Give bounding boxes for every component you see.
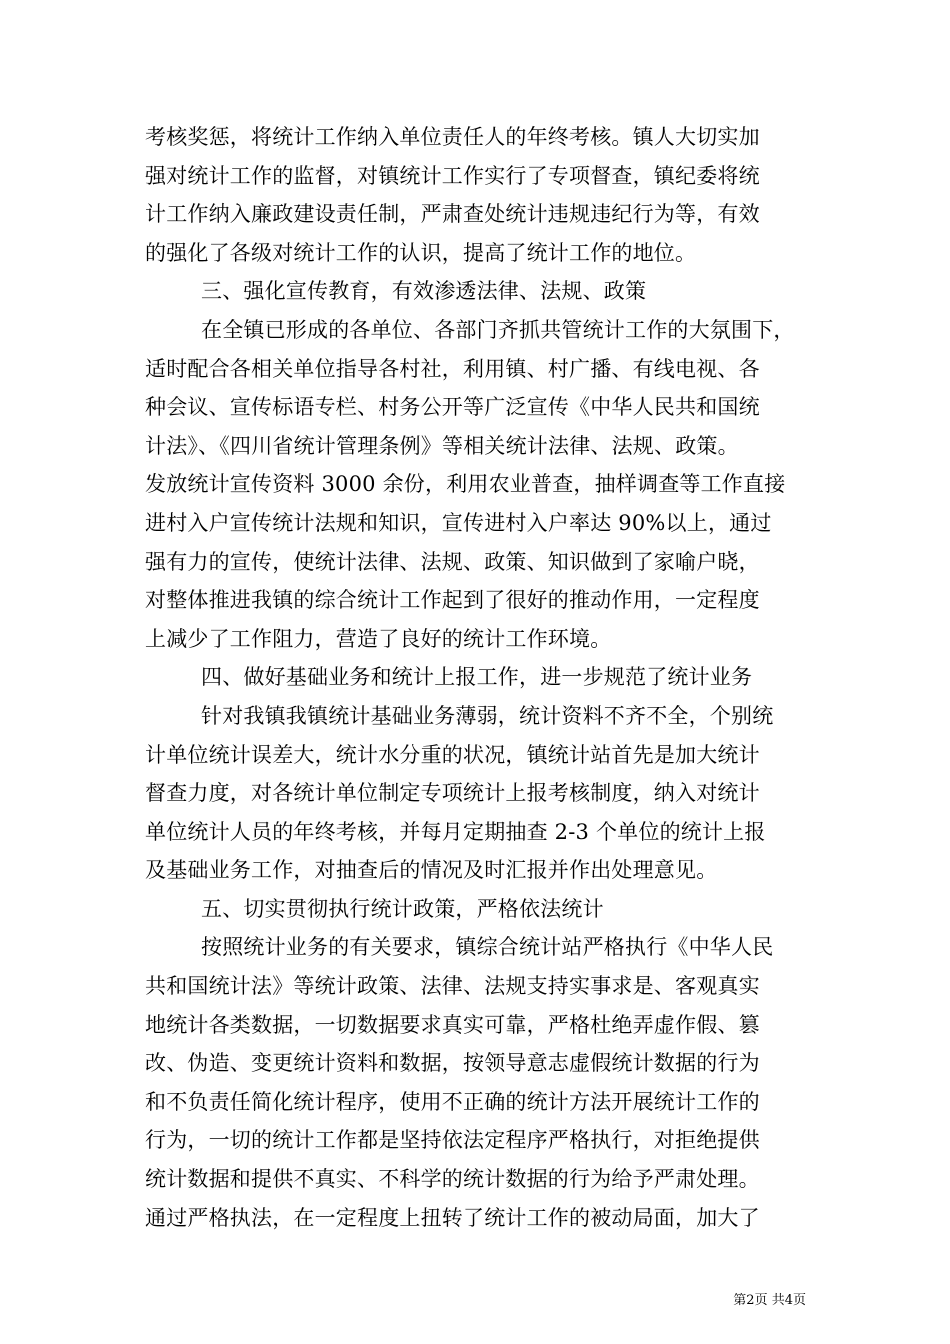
current-page: 2	[746, 1293, 755, 1308]
page-number-prefix: 第	[733, 1293, 747, 1308]
text-line: 及基础业务工作，对抽查后的情况及时汇报并作出处理意见。	[145, 858, 718, 883]
document-body	[145, 118, 815, 1237]
text-line: 督查力度，对各统计单位制定专项统计上报考核制度，纳入对统计	[145, 781, 760, 806]
text-line: 计工作纳入廉政建设责任制，严肃查处统计违规违纪行为等，有效	[145, 202, 760, 227]
text-line: 强对统计工作的监督，对镇统计工作实行了专项督查，镇纪委将统	[145, 163, 760, 188]
paragraph-first-line: 在全镇已形成的各单位、各部门齐抓共管统计工作的大氛围下，	[201, 317, 795, 342]
text-line: 改、伪造、变更统计资料和数据，按领导意志虚假统计数据的行为	[145, 1051, 760, 1076]
text-line: 的强化了各级对统计工作的认识，提高了统计工作的地位。	[145, 240, 697, 265]
text-line: 通过严格执法，在一定程度上扭转了统计工作的被动局面，加大了	[145, 1205, 760, 1230]
text-line: 对整体推进我镇的综合统计工作起到了很好的推动作用，一定程度	[145, 588, 760, 613]
section-heading: 三、强化宣传教育，有效渗透法律、法规、政策	[201, 279, 647, 304]
text-line: 进村入户宣传统计法规和知识，宣传进村入户率达 90%以上，通过	[145, 510, 772, 535]
text-line: 地统计各类数据，一切数据要求真实可靠，严格杜绝弄虚作假、篡	[145, 1012, 760, 1037]
page-number-suffix: 页	[792, 1293, 806, 1308]
paragraph-first-line: 针对我镇我镇统计基础业务薄弱，统计资料不齐不全，个别统	[201, 703, 774, 728]
text-line: 计单位统计误差大，统计水分重的状况，镇统计站首先是加大统计	[145, 742, 760, 767]
text-line: 单位统计人员的年终考核，并每月定期抽查 2-3 个单位的统计上报	[145, 819, 766, 844]
text-line: 适时配合各相关单位指导各村社，利用镇、村广播、有线电视、各	[145, 356, 760, 381]
section-heading: 四、做好基础业务和统计上报工作，进一步规范了统计业务	[201, 665, 753, 690]
page-number	[0, 1293, 806, 1309]
total-pages: 4	[784, 1293, 793, 1308]
text-line: 计法》、《四川省统计管理条例》等相关统计法律、法规、政策。	[145, 433, 739, 458]
text-line: 上减少了工作阻力，营造了良好的统计工作环境。	[145, 626, 612, 651]
text-line: 和不负责任简化统计程序，使用不正确的统计方法开展统计工作的	[145, 1089, 760, 1114]
text-line: 统计数据和提供不真实、不科学的统计数据的行为给予严肃处理。	[145, 1167, 760, 1192]
text-line: 发放统计宣传资料 3000 余份，利用农业普查，抽样调查等工作直接	[145, 472, 786, 497]
text-line: 共和国统计法》等统计政策、法律、法规支持实事求是、客观真实	[145, 974, 760, 999]
text-line: 强有力的宣传，使统计法律、法规、政策、知识做到了家喻户晓，	[145, 549, 760, 574]
text-line: 种会议、宣传标语专栏、村务公开等广泛宣传《中华人民共和国统	[145, 395, 760, 420]
paragraph-first-line: 按照统计业务的有关要求，镇综合统计站严格执行《中华人民	[201, 935, 774, 960]
text-line: 行为，一切的统计工作都是坚持依法定程序严格执行，对拒绝提供	[145, 1128, 760, 1153]
text-line: 考核奖惩，将统计工作纳入单位责任人的年终考核。镇人大切实加	[145, 125, 760, 149]
page-number-middle: 页 共	[754, 1293, 785, 1308]
section-heading: 五、切实贯彻执行统计政策，严格依法统计	[201, 896, 604, 921]
